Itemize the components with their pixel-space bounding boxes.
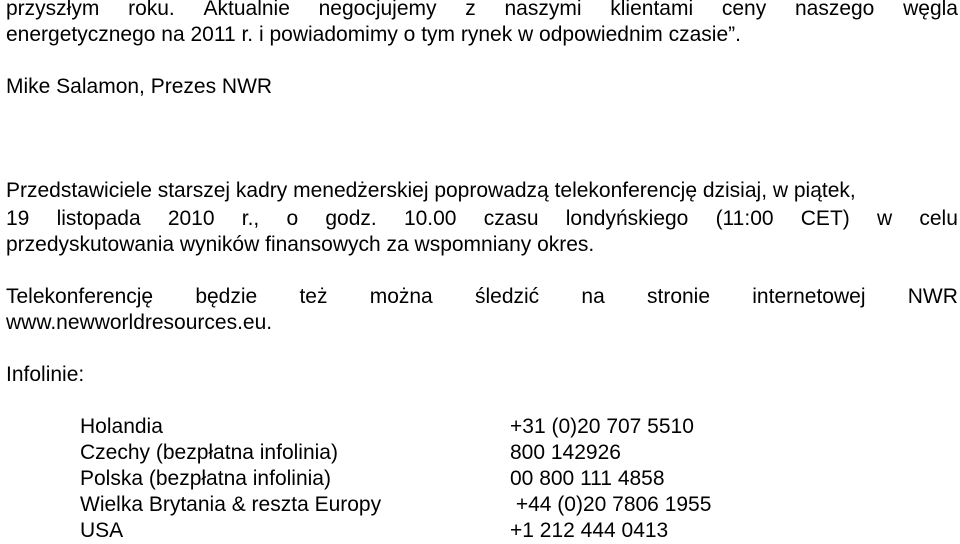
infoline-country: Czechy (bezpłatna infolinia) [80,441,338,464]
word: śledzić [474,285,540,308]
word: r., [241,207,260,230]
word: CET) [800,207,850,230]
infoline-row [80,518,668,544]
word: na [581,285,605,308]
word: NWR [907,285,958,308]
paragraph3-line2: www.newworldresources.eu. [6,311,273,334]
word: negocjujemy [318,0,437,20]
word: czasu [483,207,539,230]
infoline-row [80,466,665,492]
word: też [299,285,328,308]
paragraph1-line2: energetycznego na 2011 r. i powiadomimy o tym rynek w odpowiednim czasie”. [6,23,741,46]
infoline-country: Wielka Brytania & reszta Europy [80,493,382,516]
quote-attribution: Mike Salamon, Prezes NWR [6,75,273,98]
infoline-country: USA [80,519,124,542]
paragraph2-line2 [6,206,958,232]
infoline-phone: +31 (0)20 707 5510 [510,415,694,438]
infoline-phone: +44 (0)20 7806 1955 [510,493,712,516]
word: naszego [794,0,875,20]
paragraph1-line1 [6,0,958,22]
word: będzie [195,285,258,308]
paragraph2-line3: przedyskutowania wyników finansowych za wspomniany okres. [6,233,595,256]
word: klientami [610,0,694,20]
word: 2010 [167,207,215,230]
word: (11:00 [715,207,774,230]
word: roku. [128,0,175,20]
infoline-phone: 800 142926 [510,441,621,464]
word: z [465,0,476,20]
infoline-phone: 00 800 111 4858 [510,467,665,490]
word: Aktualnie [203,0,290,20]
word: węgla [903,0,958,20]
word: celu [919,207,958,230]
infoline-phone: +1 212 444 0413 [510,519,669,542]
word: naszymi [504,0,582,20]
word: w [876,207,893,230]
word: godz. [325,207,377,230]
infoline-country: Holandia [80,415,163,438]
paragraph3-line1 [6,284,958,310]
word: stronie [647,285,711,308]
word: 19 [6,207,30,230]
word: Telekonferencję [6,285,154,308]
word: 10.00 [403,207,457,230]
infoline-row [80,492,711,518]
infolines-label: Infolinie: [6,363,85,386]
word: ceny [721,0,767,20]
word: można [369,285,433,308]
paragraph2-line1: Przedstawiciele starszej kadry menedżerskiej poprowadzą telekonferencję dzisiaj, w piątek, [6,179,856,202]
word: internetowej [752,285,866,308]
word: listopada [56,207,141,230]
infoline-row [80,440,621,466]
word: londyńskiego [565,207,689,230]
word: o [286,207,299,230]
infoline-row [80,414,694,440]
infoline-country: Polska (bezpłatna infolinia) [80,467,331,490]
word: przyszłym [6,0,100,20]
